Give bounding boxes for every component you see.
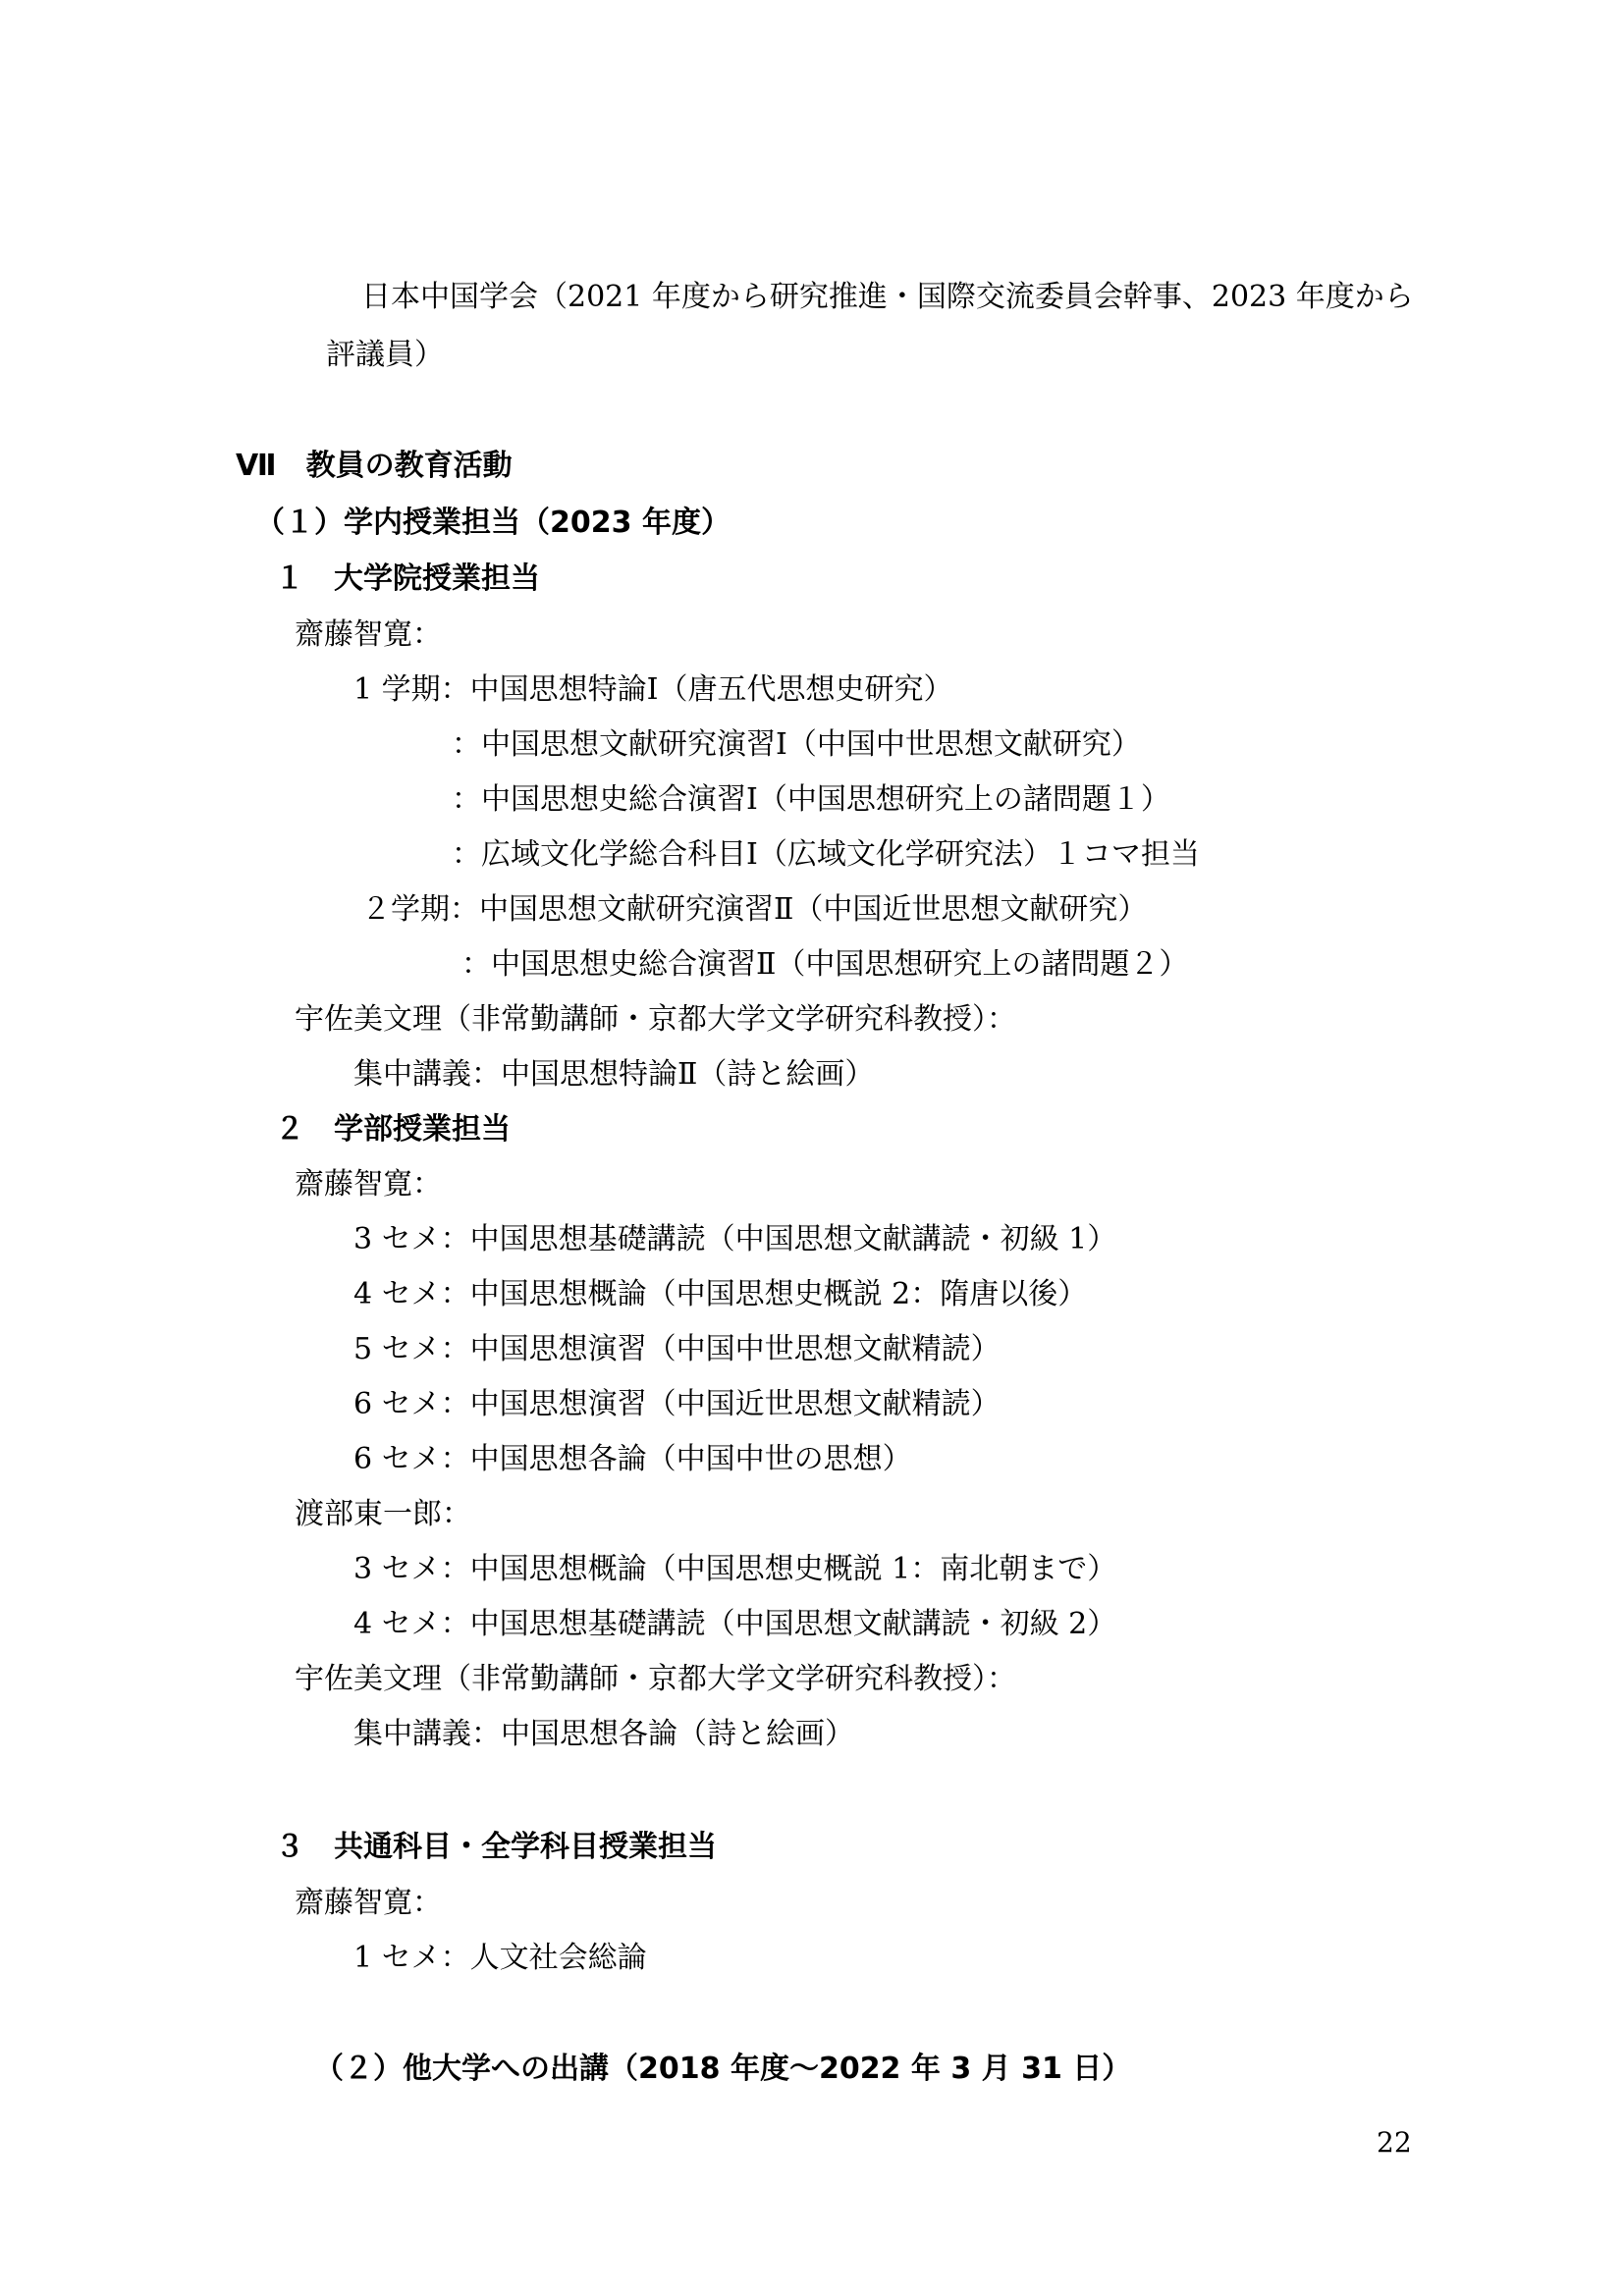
undergrad-teacher-saito: 齋藤智寛： — [295, 1167, 442, 1201]
undergrad-course-line: 6 セメ：中国思想演習（中国近世思想文献精読） — [353, 1387, 1001, 1421]
page-number: 22 — [1377, 2126, 1412, 2159]
undergrad-course-line: 6 セメ：中国思想各論（中国中世の思想） — [353, 1442, 912, 1476]
grad-heading: １ 大学院授業担当 — [275, 561, 540, 596]
grad-course-line: ：中国思想史総合演習Ⅱ（中国思想研究上の諸問題２） — [461, 947, 1189, 982]
grad-course-line: ：広域文化学総合科目Ⅰ（広域文化学研究法）１コマ担当 — [452, 837, 1200, 872]
grad-usami-course: 集中講義：中国思想特論Ⅱ（詩と絵画） — [353, 1057, 875, 1092]
grad-course-line: ：中国思想文献研究演習Ⅰ（中国中世思想文献研究） — [452, 727, 1141, 762]
undergrad-course-line: 3 セメ：中国思想概論（中国思想史概説 1：南北朝まで） — [353, 1552, 1117, 1586]
undergrad-teacher-usami: 宇佐美文理（非常勤講師・京都大学文学研究科教授）： — [295, 1662, 1016, 1696]
common-teacher-saito: 齋藤智寛： — [295, 1886, 442, 1920]
undergrad-course-line: 4 セメ：中国思想基礎講読（中国思想文献講読・初級 2） — [353, 1607, 1117, 1641]
undergrad-teacher-watanabe: 渡部東一郎： — [295, 1497, 471, 1531]
section-heading: Ⅶ 教員の教育活動 — [236, 449, 513, 483]
grad-course-line: ２学期：中国思想文献研究演習Ⅱ（中国近世思想文献研究） — [361, 892, 1148, 927]
intro-line-2: 評議員） — [326, 338, 444, 372]
undergrad-heading: ２ 学部授業担当 — [275, 1112, 511, 1147]
grad-teacher-usami: 宇佐美文理（非常勤講師・京都大学文学研究科教授）： — [295, 1002, 1016, 1037]
intro-line-1: 日本中国学会（2021 年度から研究推進・国際交流委員会幹事、2023 年度から — [361, 280, 1414, 314]
common-heading: ３ 共通科目・全学科目授業担当 — [275, 1830, 717, 1864]
common-course-line: 1 セメ：人文社会総論 — [353, 1941, 647, 1975]
undergrad-course-line: 3 セメ：中国思想基礎講読（中国思想文献講読・初級 1） — [353, 1222, 1117, 1256]
subsection-heading-1: （１）学内授業担当（2023 年度） — [255, 506, 731, 540]
undergrad-course-line: 4 セメ：中国思想概論（中国思想史概説 2：隋唐以後） — [353, 1277, 1088, 1311]
undergrad-usami-course: 集中講義：中国思想各論（詩と絵画） — [353, 1717, 854, 1751]
grad-teacher-saito: 齋藤智寛： — [295, 617, 442, 652]
undergrad-course-line: 5 セメ：中国思想演習（中国中世思想文献精読） — [353, 1332, 1001, 1366]
grad-course-line: 1 学期：中国思想特論Ⅰ（唐五代思想史研究） — [353, 672, 953, 707]
subsection-heading-2: （２）他大学への出講（2018 年度～2022 年 3 月 31 日） — [314, 2052, 1132, 2086]
grad-course-line: ：中国思想史総合演習Ⅰ（中国思想研究上の諸問題１） — [452, 782, 1170, 817]
